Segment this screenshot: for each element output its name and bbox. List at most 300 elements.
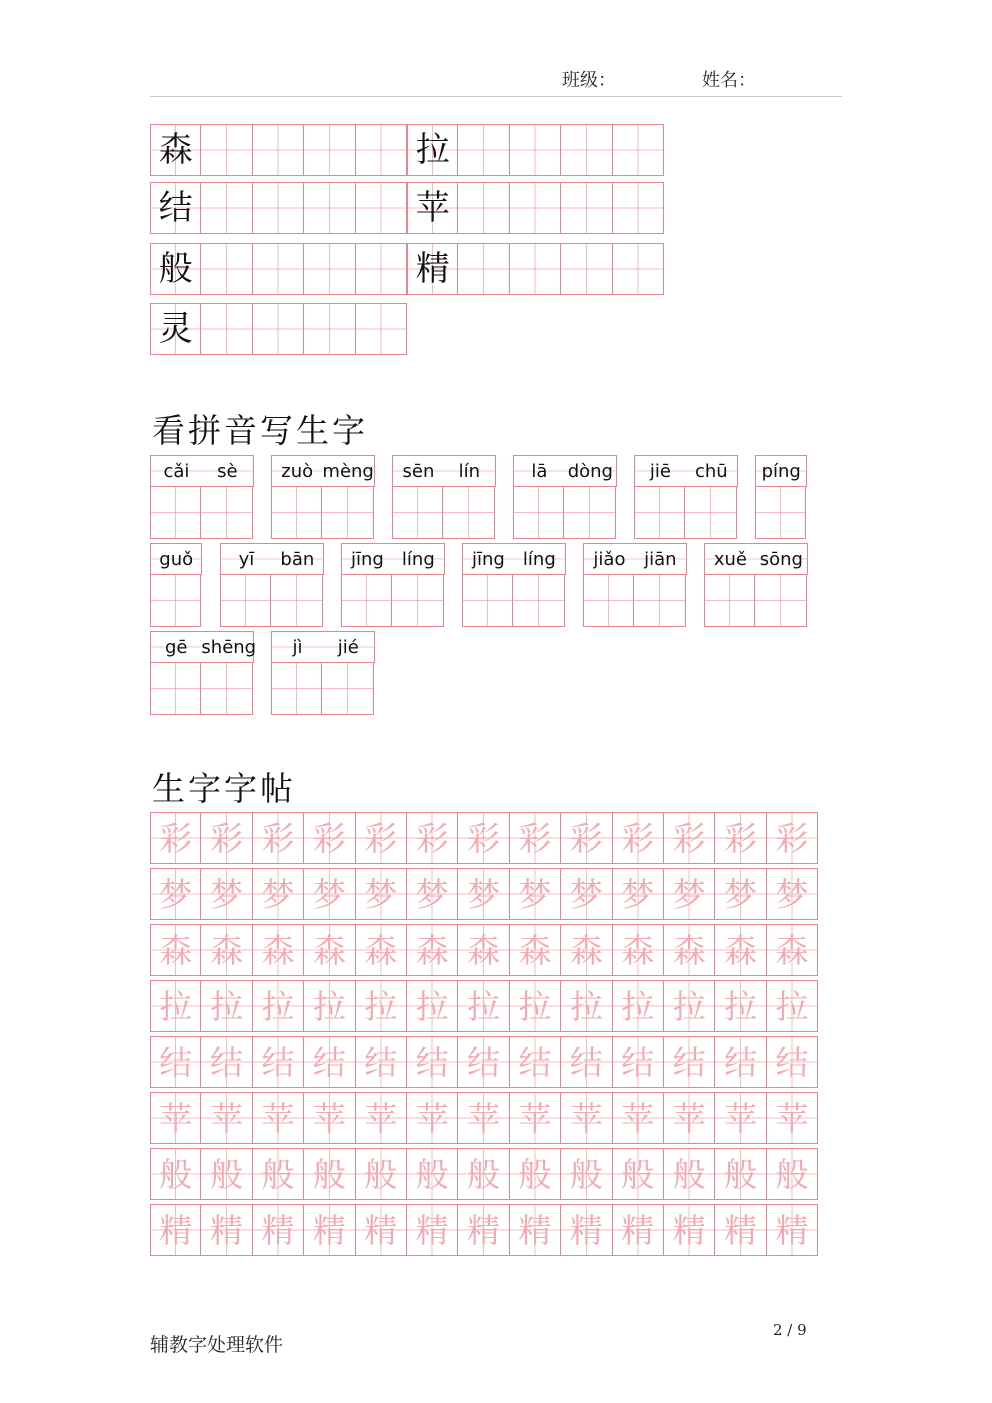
writing-cell-blank (510, 182, 561, 234)
pinyin-syllable: bān (280, 548, 315, 570)
pinyin-label (583, 543, 687, 575)
answer-box[interactable] (201, 487, 252, 539)
software-name: 辅教字处理软件 (150, 1334, 284, 1356)
trace-cell (150, 980, 201, 1032)
trace-cell (767, 1036, 818, 1088)
writing-cell-blank (356, 124, 407, 176)
writing-cell-blank (356, 182, 407, 234)
trace-character: 拉 (210, 986, 244, 1026)
trace-character: 苹 (312, 1098, 346, 1138)
answer-box[interactable] (755, 487, 806, 539)
answer-box[interactable] (392, 487, 443, 539)
trace-character: 般 (312, 1154, 346, 1194)
trace-cell (407, 1148, 458, 1200)
pinyin-label (634, 455, 738, 487)
answer-box[interactable] (513, 575, 564, 627)
trace-cell (304, 812, 355, 864)
trace-cell (510, 1204, 561, 1256)
pinyin-label (755, 455, 807, 487)
trace-cell (150, 924, 201, 976)
pinyin-syllable: píng (761, 460, 801, 482)
answer-box[interactable] (271, 575, 322, 627)
trace-character: 森 (210, 930, 244, 970)
writing-cell-model (150, 303, 201, 355)
trace-character: 梦 (724, 874, 758, 914)
trace-cell (613, 1092, 664, 1144)
writing-cell-blank (304, 243, 355, 295)
trace-character: 结 (467, 1042, 501, 1082)
name-label: 姓名： (702, 70, 756, 91)
trace-character: 般 (518, 1154, 552, 1194)
pinyin-label (150, 455, 254, 487)
writing-cell-blank (201, 124, 252, 176)
trace-character: 般 (415, 1154, 449, 1194)
trace-cell (664, 1092, 715, 1144)
trace-character: 苹 (569, 1098, 603, 1138)
pinyin-label (704, 543, 808, 575)
pinyin-syllable: yī (238, 548, 255, 570)
trace-character: 彩 (518, 818, 552, 858)
trace-cell (767, 868, 818, 920)
answer-box[interactable] (443, 487, 494, 539)
answer-box[interactable] (755, 575, 806, 627)
trace-character: 结 (775, 1042, 809, 1082)
trace-character: 森 (569, 930, 603, 970)
trace-character: 梦 (159, 874, 193, 914)
pinyin-section-title: 看拼音写生字 (152, 411, 368, 450)
trace-character: 般 (261, 1154, 295, 1194)
trace-cell (356, 812, 407, 864)
trace-character: 森 (621, 930, 655, 970)
writing-cell-blank (304, 303, 355, 355)
writing-cell-model (407, 243, 458, 295)
answer-box[interactable] (513, 487, 564, 539)
trace-cell (510, 1092, 561, 1144)
trace-cell (253, 812, 304, 864)
pinyin-label (150, 543, 202, 575)
trace-character: 拉 (159, 986, 193, 1026)
trace-cell (613, 868, 664, 920)
answer-box[interactable] (271, 663, 322, 715)
trace-cell (664, 812, 715, 864)
trace-cell (664, 924, 715, 976)
trace-character: 精 (775, 1210, 809, 1250)
trace-cell (253, 1092, 304, 1144)
answer-box[interactable] (201, 663, 252, 715)
writing-cell-blank (561, 243, 612, 295)
trace-cell (767, 924, 818, 976)
answer-box[interactable] (322, 663, 373, 715)
trace-character: 结 (159, 1042, 193, 1082)
trace-cell (715, 980, 766, 1032)
writing-cell-model (407, 182, 458, 234)
model-character: 拉 (415, 130, 450, 170)
trace-cell (715, 1204, 766, 1256)
trace-character: 苹 (724, 1098, 758, 1138)
trace-character: 精 (312, 1210, 346, 1250)
trace-character: 精 (518, 1210, 552, 1250)
trace-character: 精 (364, 1210, 398, 1250)
trace-character: 梦 (518, 874, 552, 914)
answer-box[interactable] (150, 575, 201, 627)
trace-character: 森 (364, 930, 398, 970)
pinyin-label (462, 543, 566, 575)
answer-box[interactable] (341, 575, 392, 627)
trace-character: 结 (672, 1042, 706, 1082)
trace-cell (150, 812, 201, 864)
trace-cell (304, 1148, 355, 1200)
trace-cell (407, 924, 458, 976)
pinyin-syllable: zuò (281, 460, 314, 482)
trace-cell (561, 1148, 612, 1200)
pinyin-syllable: sōng (759, 548, 803, 570)
answer-box[interactable] (150, 663, 201, 715)
trace-cell (458, 1036, 509, 1088)
trace-character: 精 (621, 1210, 655, 1250)
trace-character: 梦 (621, 874, 655, 914)
trace-cell (561, 868, 612, 920)
answer-box[interactable] (150, 487, 201, 539)
trace-cell (201, 1092, 252, 1144)
trace-cell (510, 1036, 561, 1088)
trace-character: 结 (364, 1042, 398, 1082)
trace-cell (458, 1148, 509, 1200)
model-character: 灵 (158, 309, 193, 349)
trace-cell (613, 1148, 664, 1200)
trace-character: 彩 (210, 818, 244, 858)
trace-cell (767, 1092, 818, 1144)
trace-character: 森 (518, 930, 552, 970)
trace-cell (356, 980, 407, 1032)
pinyin-syllable: jiān (644, 548, 677, 570)
pinyin-syllable: lín (458, 460, 481, 482)
trace-cell (304, 924, 355, 976)
writing-cell-blank (510, 124, 561, 176)
trace-cell (613, 1036, 664, 1088)
trace-character: 彩 (312, 818, 346, 858)
trace-character: 拉 (467, 986, 501, 1026)
trace-character: 梦 (210, 874, 244, 914)
pinyin-syllable: líng (401, 548, 435, 570)
trace-cell (407, 1036, 458, 1088)
trace-cell (613, 812, 664, 864)
trace-character: 精 (467, 1210, 501, 1250)
trace-character: 梦 (672, 874, 706, 914)
trace-cell (253, 1204, 304, 1256)
trace-character: 彩 (724, 818, 758, 858)
trace-cell (561, 1036, 612, 1088)
trace-character: 拉 (364, 986, 398, 1026)
trace-cell (510, 924, 561, 976)
trace-character: 苹 (775, 1098, 809, 1138)
trace-character: 拉 (261, 986, 295, 1026)
trace-character: 梦 (775, 874, 809, 914)
trace-character: 苹 (261, 1098, 295, 1138)
trace-character: 精 (415, 1210, 449, 1250)
trace-character: 彩 (261, 818, 295, 858)
pinyin-syllable: jiǎo (593, 548, 626, 570)
trace-cell (715, 868, 766, 920)
pinyin-syllable: mèng (322, 460, 374, 482)
pinyin-syllable: jié (337, 636, 359, 658)
trace-cell (407, 868, 458, 920)
trace-character: 般 (569, 1154, 603, 1194)
trace-cell (356, 1092, 407, 1144)
trace-character: 彩 (364, 818, 398, 858)
trace-cell (613, 924, 664, 976)
writing-cell-blank (458, 182, 509, 234)
trace-cell (304, 1204, 355, 1256)
trace-cell (201, 812, 252, 864)
answer-box[interactable] (392, 575, 443, 627)
trace-character: 般 (159, 1154, 193, 1194)
trace-cell (715, 1148, 766, 1200)
trace-character: 苹 (159, 1098, 193, 1138)
pinyin-syllable: dòng (567, 460, 613, 482)
trace-cell (304, 868, 355, 920)
trace-cell (561, 924, 612, 976)
trace-character: 苹 (621, 1098, 655, 1138)
trace-cell (304, 980, 355, 1032)
trace-character: 森 (775, 930, 809, 970)
answer-box[interactable] (583, 575, 634, 627)
writing-cell-blank (304, 124, 355, 176)
trace-cell (664, 1148, 715, 1200)
writing-cell-model (150, 182, 201, 234)
trace-cell (356, 1204, 407, 1256)
trace-character: 梦 (569, 874, 603, 914)
trace-cell (201, 868, 252, 920)
writing-cell-model (150, 124, 201, 176)
copybook-section-title: 生字字帖 (152, 769, 296, 808)
writing-cell-blank (253, 303, 304, 355)
trace-cell (767, 1148, 818, 1200)
pinyin-label (341, 543, 445, 575)
trace-character: 苹 (672, 1098, 706, 1138)
pinyin-syllable: cǎi (163, 460, 190, 482)
trace-character: 精 (724, 1210, 758, 1250)
trace-cell (150, 1204, 201, 1256)
trace-character: 结 (621, 1042, 655, 1082)
trace-character: 拉 (569, 986, 603, 1026)
trace-cell (510, 980, 561, 1032)
trace-character: 结 (261, 1042, 295, 1082)
pinyin-label (513, 455, 617, 487)
trace-cell (458, 868, 509, 920)
answer-box[interactable] (462, 575, 513, 627)
pinyin-label (150, 631, 257, 663)
trace-character: 彩 (159, 818, 193, 858)
trace-cell (664, 1036, 715, 1088)
trace-cell (561, 812, 612, 864)
writing-cell-blank (356, 303, 407, 355)
trace-cell (407, 980, 458, 1032)
writing-cell-blank (613, 124, 664, 176)
trace-cell (356, 868, 407, 920)
answer-box[interactable] (322, 487, 373, 539)
trace-character: 苹 (415, 1098, 449, 1138)
answer-box[interactable] (685, 487, 736, 539)
trace-character: 结 (518, 1042, 552, 1082)
trace-character: 般 (364, 1154, 398, 1194)
trace-character: 彩 (621, 818, 655, 858)
trace-character: 苹 (210, 1098, 244, 1138)
trace-cell (201, 980, 252, 1032)
trace-cell (510, 812, 561, 864)
writing-cell-blank (458, 124, 509, 176)
trace-cell (458, 812, 509, 864)
trace-character: 结 (569, 1042, 603, 1082)
trace-character: 梦 (415, 874, 449, 914)
answer-box[interactable] (634, 575, 685, 627)
trace-cell (613, 1204, 664, 1256)
trace-cell (715, 1036, 766, 1088)
trace-character: 森 (159, 930, 193, 970)
answer-box[interactable] (704, 575, 755, 627)
trace-character: 般 (724, 1154, 758, 1194)
trace-cell (458, 980, 509, 1032)
trace-character: 彩 (415, 818, 449, 858)
pinyin-syllable: shēng (201, 636, 257, 658)
trace-cell (767, 1204, 818, 1256)
trace-character: 精 (569, 1210, 603, 1250)
writing-cell-blank (613, 182, 664, 234)
trace-character: 精 (672, 1210, 706, 1250)
header-divider (150, 96, 842, 97)
trace-cell (150, 1148, 201, 1200)
trace-character: 精 (210, 1210, 244, 1250)
pinyin-syllable: jiē (649, 460, 671, 482)
trace-character: 苹 (518, 1098, 552, 1138)
trace-cell (664, 868, 715, 920)
pinyin-syllable: xuě (713, 548, 748, 570)
trace-character: 苹 (467, 1098, 501, 1138)
model-character: 结 (158, 188, 193, 228)
pinyin-syllable: sēn (402, 460, 435, 482)
writing-cell-blank (356, 243, 407, 295)
trace-cell (715, 924, 766, 976)
trace-cell (767, 980, 818, 1032)
answer-box[interactable] (220, 575, 271, 627)
writing-cell-blank (561, 124, 612, 176)
trace-cell (150, 1092, 201, 1144)
trace-cell (304, 1036, 355, 1088)
trace-cell (407, 1092, 458, 1144)
trace-cell (561, 1092, 612, 1144)
trace-cell (664, 980, 715, 1032)
trace-cell (253, 1036, 304, 1088)
model-character: 般 (158, 249, 193, 289)
trace-character: 拉 (724, 986, 758, 1026)
pinyin-label (271, 631, 375, 663)
writing-cell-blank (253, 124, 304, 176)
trace-character: 般 (775, 1154, 809, 1194)
trace-character: 彩 (775, 818, 809, 858)
pinyin-label (220, 543, 324, 575)
trace-cell (356, 924, 407, 976)
trace-cell (201, 924, 252, 976)
trace-cell (407, 812, 458, 864)
trace-cell (356, 1036, 407, 1088)
pinyin-syllable: jì (292, 636, 303, 658)
trace-character: 精 (159, 1210, 193, 1250)
trace-cell (201, 1036, 252, 1088)
trace-character: 彩 (467, 818, 501, 858)
trace-character: 梦 (261, 874, 295, 914)
trace-character: 般 (621, 1154, 655, 1194)
trace-cell (510, 868, 561, 920)
trace-cell (407, 1204, 458, 1256)
pinyin-syllable: gē (164, 636, 188, 658)
writing-cell-blank (253, 243, 304, 295)
pinyin-syllable: jīng (472, 548, 505, 570)
trace-cell (715, 812, 766, 864)
trace-cell (458, 924, 509, 976)
trace-character: 森 (312, 930, 346, 970)
writing-cell-blank (201, 182, 252, 234)
writing-cell-blank (201, 303, 252, 355)
trace-character: 拉 (312, 986, 346, 1026)
trace-character: 森 (467, 930, 501, 970)
trace-cell (201, 1148, 252, 1200)
answer-box[interactable] (564, 487, 615, 539)
trace-cell (253, 1148, 304, 1200)
model-character: 森 (158, 130, 193, 170)
trace-cell (253, 980, 304, 1032)
trace-character: 拉 (672, 986, 706, 1026)
trace-cell (458, 1092, 509, 1144)
trace-cell (561, 1204, 612, 1256)
writing-cell-model (407, 124, 458, 176)
page-number: 2 / 9 (773, 1321, 807, 1339)
trace-cell (356, 1148, 407, 1200)
writing-cell-blank (253, 182, 304, 234)
trace-cell (253, 924, 304, 976)
answer-box[interactable] (271, 487, 322, 539)
trace-character: 梦 (467, 874, 501, 914)
trace-character: 结 (724, 1042, 758, 1082)
trace-character: 拉 (621, 986, 655, 1026)
trace-character: 般 (467, 1154, 501, 1194)
trace-character: 彩 (569, 818, 603, 858)
writing-cell-blank (304, 182, 355, 234)
trace-character: 精 (261, 1210, 295, 1250)
model-character: 苹 (415, 188, 450, 228)
trace-character: 森 (724, 930, 758, 970)
trace-cell (304, 1092, 355, 1144)
trace-character: 般 (672, 1154, 706, 1194)
trace-cell (150, 868, 201, 920)
trace-character: 结 (415, 1042, 449, 1082)
trace-character: 拉 (518, 986, 552, 1026)
trace-character: 结 (210, 1042, 244, 1082)
pinyin-syllable: chū (694, 460, 728, 482)
writing-cell-blank (510, 243, 561, 295)
pinyin-syllable: jīng (351, 548, 384, 570)
trace-character: 森 (672, 930, 706, 970)
trace-character: 拉 (415, 986, 449, 1026)
writing-cell-blank (458, 243, 509, 295)
model-character: 精 (415, 249, 450, 289)
trace-character: 苹 (364, 1098, 398, 1138)
answer-box[interactable] (634, 487, 685, 539)
trace-cell (767, 812, 818, 864)
pinyin-label (271, 455, 375, 487)
pinyin-label (392, 455, 496, 487)
writing-cell-blank (201, 243, 252, 295)
class-label: 班级： (562, 70, 616, 91)
trace-cell (201, 1204, 252, 1256)
